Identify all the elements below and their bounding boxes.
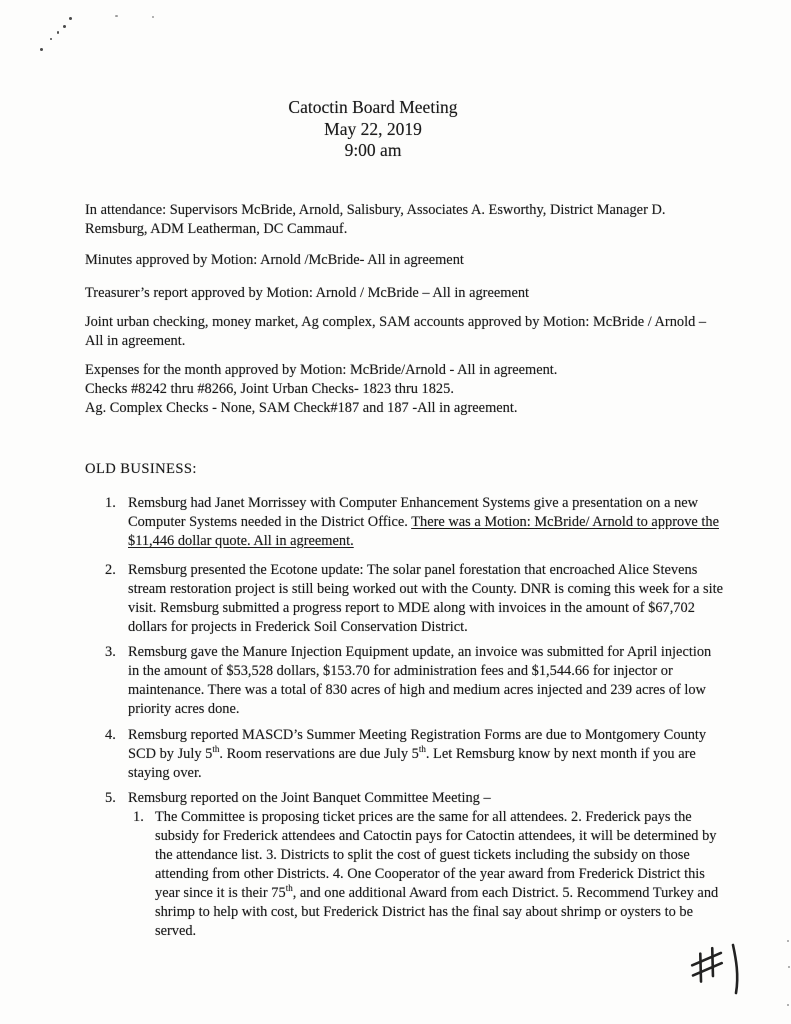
old-business-item-4 <box>105 726 723 783</box>
old-business-heading: OLD BUSINESS: <box>85 461 197 477</box>
item-number: 5. <box>105 790 116 806</box>
scan-speckle <box>788 966 790 968</box>
subitem-text-segment: , and one additional Award from each District. 5. Recommend Turkey and shrimp to help with cost, but Frederick District has the final say about shrimp or oysters to be served. <box>155 885 719 939</box>
old-business-item-5 <box>105 789 723 941</box>
item-text: Remsburg gave the Manure Injection Equipment update, an invoice was submitted for April injection in the amount of $53,528 dollars, $153.70 for administration fees and $1,544.66 for injector or maintenance. There was a total of 830 acres of high and medium acres injected and 239 acres of low priority acres done. <box>128 644 712 717</box>
item-number: 2. <box>105 562 116 578</box>
minutes-approval-paragraph: Minutes approved by Motion: Arnold /McBride- All in agreement <box>85 252 464 268</box>
subitem-text <box>155 808 723 941</box>
handwritten-page-number <box>658 922 778 1017</box>
handwritten-hash-one-icon <box>658 922 778 1017</box>
item-text <box>128 726 723 783</box>
old-business-item-1 <box>105 494 723 551</box>
scan-speckle <box>50 38 52 40</box>
item-number: 1. <box>105 495 116 511</box>
old-business-item-3 <box>105 643 723 719</box>
item-text-segment: . Let Remsburg know by next month if you are staying over. <box>128 746 696 781</box>
item-text: Remsburg presented the Ecotone update: The solar panel forestation that encroached Alice Stevens stream restoration project is still being worked out with the County. DNR is coming this week for a site visit. Remsburg submitted a progress report to MDE along with invoices in the amount of $67,702 dollars for projects in Frederick Soil Conservation District. <box>128 562 723 635</box>
scan-speckle <box>115 15 118 17</box>
ordinal-superscript: th <box>212 744 220 755</box>
page-title: Catoctin Board Meeting <box>288 97 458 117</box>
item-number: 3. <box>105 644 116 660</box>
item-text: Remsburg reported on the Joint Banquet Committee Meeting – <box>128 790 491 806</box>
document-header <box>0 97 746 162</box>
item-text-segment: Remsburg reported MASCD’s Summer Meeting Registration Forms are due to Montgomery County SCD by July 5 <box>128 727 707 762</box>
checks-line: Checks #8242 thru #8266, Joint Urban Checks- 1823 thru 1825. <box>85 381 454 397</box>
item-number: 4. <box>105 727 116 743</box>
item-text <box>128 494 723 551</box>
item-lead-text: Remsburg had Janet Morrissey with Computer Enhancement Systems give a presentation on a new Computer Systems needed in the District Office. <box>128 495 699 530</box>
attendance-paragraph: In attendance: Supervisors McBride, Arnold, Salisbury, Associates A. Esworthy, District Manager D. Remsburg, ADM Leatherman, DC Cammauf. <box>85 202 666 237</box>
scan-speckle <box>63 25 66 28</box>
ordinal-superscript: th <box>418 744 426 755</box>
scan-speckle <box>40 48 43 51</box>
accounts-approval-paragraph: Joint urban checking, money market, Ag complex, SAM accounts approved by Motion: McBride / Arnold – All in agreement. <box>85 314 707 349</box>
scan-speckle <box>787 1004 789 1006</box>
subitem-number: 1. <box>133 809 144 825</box>
meeting-time: 9:00 am <box>344 140 402 160</box>
scan-speckle <box>69 17 72 20</box>
expenses-paragraph <box>85 361 718 418</box>
old-business-item-2 <box>105 561 723 637</box>
meeting-date: May 22, 2019 <box>324 118 422 139</box>
ordinal-superscript: th <box>285 883 293 894</box>
expenses-line: Expenses for the month approved by Motion: McBride/Arnold - All in agreement. <box>85 362 558 378</box>
scan-speckle <box>152 16 154 18</box>
subitem-text-segment: The Committee is proposing ticket prices are the same for all attendees. 2. Frederick pays the subsidy for Frederick attendees and Catoctin pays for Catoctin attendees, it will be determined by the attendance list. 3. Districts to split the cost of guest tickets including the subsidy on those attending from other Districts. 4. One Cooperator of the year award from Frederick District this year since it is their 75 <box>155 809 717 901</box>
treasurer-report-paragraph: Treasurer’s report approved by Motion: Arnold / McBride – All in agreement <box>85 285 530 301</box>
scan-speckle <box>787 940 789 942</box>
ag-complex-checks-line: Ag. Complex Checks - None, SAM Check#187 and 187 -All in agreement. <box>85 400 518 416</box>
old-business-item-5-sub-1 <box>133 808 723 941</box>
motion-underlined-text: There was a Motion: McBride/ Arnold to approve the $11,446 dollar quote. All in agreement. <box>128 514 719 549</box>
scan-speckle <box>57 31 59 34</box>
item-text-segment: . Room reservations are due July 5 <box>219 746 419 762</box>
